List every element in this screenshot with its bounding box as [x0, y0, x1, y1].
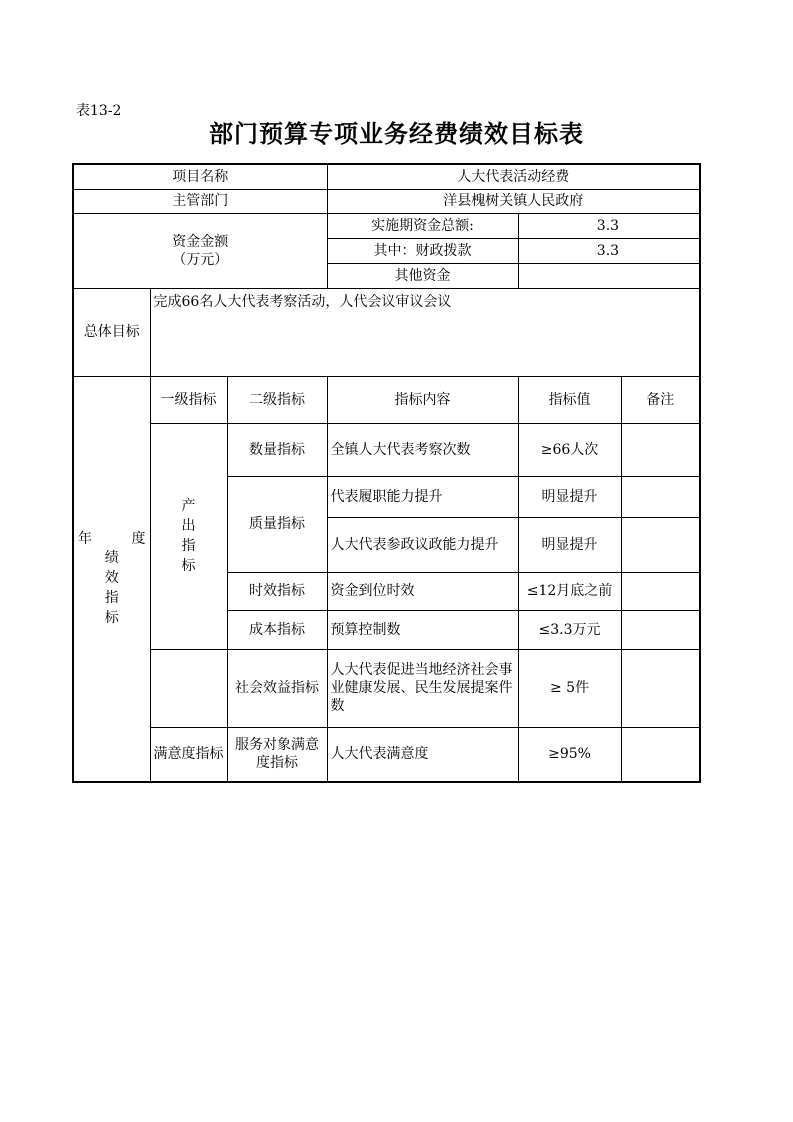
indicator-row [73, 423, 700, 476]
goal-label: 总体目标 [73, 288, 150, 376]
row-project-name [73, 164, 700, 189]
page-title: 部门预算专项业务经费绩效目标表 [209, 120, 584, 148]
funds-label-line2: （万元） [172, 251, 229, 268]
level2-cell: 成本指标 [227, 610, 327, 649]
content-cell: 预算控制数 [327, 610, 518, 649]
funds-other-label: 其他资金 [327, 263, 518, 288]
row-funds-total [73, 213, 700, 238]
table-code: 表13-2 [76, 103, 122, 119]
indicator-row [73, 727, 700, 782]
level2-cell: 时效指标 [227, 572, 327, 610]
value-cell: 明显提升 [518, 476, 621, 517]
value-cell: ≥95% [518, 727, 621, 782]
goal-text: 完成66名人大代表考察活动，人代会议审议会议 [150, 288, 700, 376]
level2-cell: 数量指标 [227, 423, 327, 476]
annual-label-left: 年 [78, 530, 92, 547]
funds-label-line1: 资金金额 [172, 233, 229, 250]
project-name-label: 项目名称 [73, 164, 327, 189]
output-label: 产出指标 [181, 498, 196, 574]
content-cell: 代表履职能力提升 [327, 476, 518, 517]
header-level2: 二级指标 [227, 376, 327, 423]
content-cell: 人大代表参政议政能力提升 [327, 517, 518, 572]
funds-total-label: 实施期资金总额: [327, 213, 518, 238]
row-indicator-header [73, 376, 700, 423]
funds-fiscal-value: 3.3 [518, 238, 700, 263]
content-cell: 人大代表促进当地经济社会事业健康发展、民生发展提案件数 [327, 649, 518, 727]
value-cell: ≥ 5件 [518, 649, 621, 727]
output-label-cell [150, 423, 227, 649]
header-note: 备注 [621, 376, 700, 423]
row-goal [73, 288, 700, 376]
funds-fiscal-label: 其中：财政拨款 [327, 238, 518, 263]
note-cell [621, 423, 700, 476]
dept-value: 洋县槐树关镇人民政府 [327, 189, 700, 213]
value-cell: ≥66人次 [518, 423, 621, 476]
row-dept [73, 189, 700, 213]
satisfaction-label: 满意度指标 [150, 727, 227, 782]
content-cell: 人大代表满意度 [327, 727, 518, 782]
content-cell: 资金到位时效 [327, 572, 518, 610]
level2-cell: 质量指标 [227, 476, 327, 572]
header-content: 指标内容 [327, 376, 518, 423]
indicator-row [73, 649, 700, 727]
performance-table [72, 163, 701, 783]
annual-label-rest: 绩效指标 [104, 549, 119, 626]
annual-label [73, 376, 150, 782]
funds-label [73, 213, 327, 288]
note-cell [621, 649, 700, 727]
value-cell: ≤3.3万元 [518, 610, 621, 649]
funds-total-value: 3.3 [518, 213, 700, 238]
value-cell: 明显提升 [518, 517, 621, 572]
header-value: 指标值 [518, 376, 621, 423]
note-cell [621, 517, 700, 572]
level1-blank-cell [150, 649, 227, 727]
dept-label: 主管部门 [73, 189, 327, 213]
content-cell: 全镇人大代表考察次数 [327, 423, 518, 476]
value-cell: ≤12月底之前 [518, 572, 621, 610]
level2-cell: 社会效益指标 [227, 649, 327, 727]
header-level1: 一级指标 [150, 376, 227, 423]
annual-label-right: 度 [131, 530, 146, 547]
note-cell [621, 572, 700, 610]
project-name-value: 人大代表活动经费 [327, 164, 700, 189]
note-cell [621, 610, 700, 649]
note-cell [621, 476, 700, 517]
level2-cell: 服务对象满意度指标 [227, 727, 327, 782]
funds-other-value [518, 263, 700, 288]
note-cell [621, 727, 700, 782]
